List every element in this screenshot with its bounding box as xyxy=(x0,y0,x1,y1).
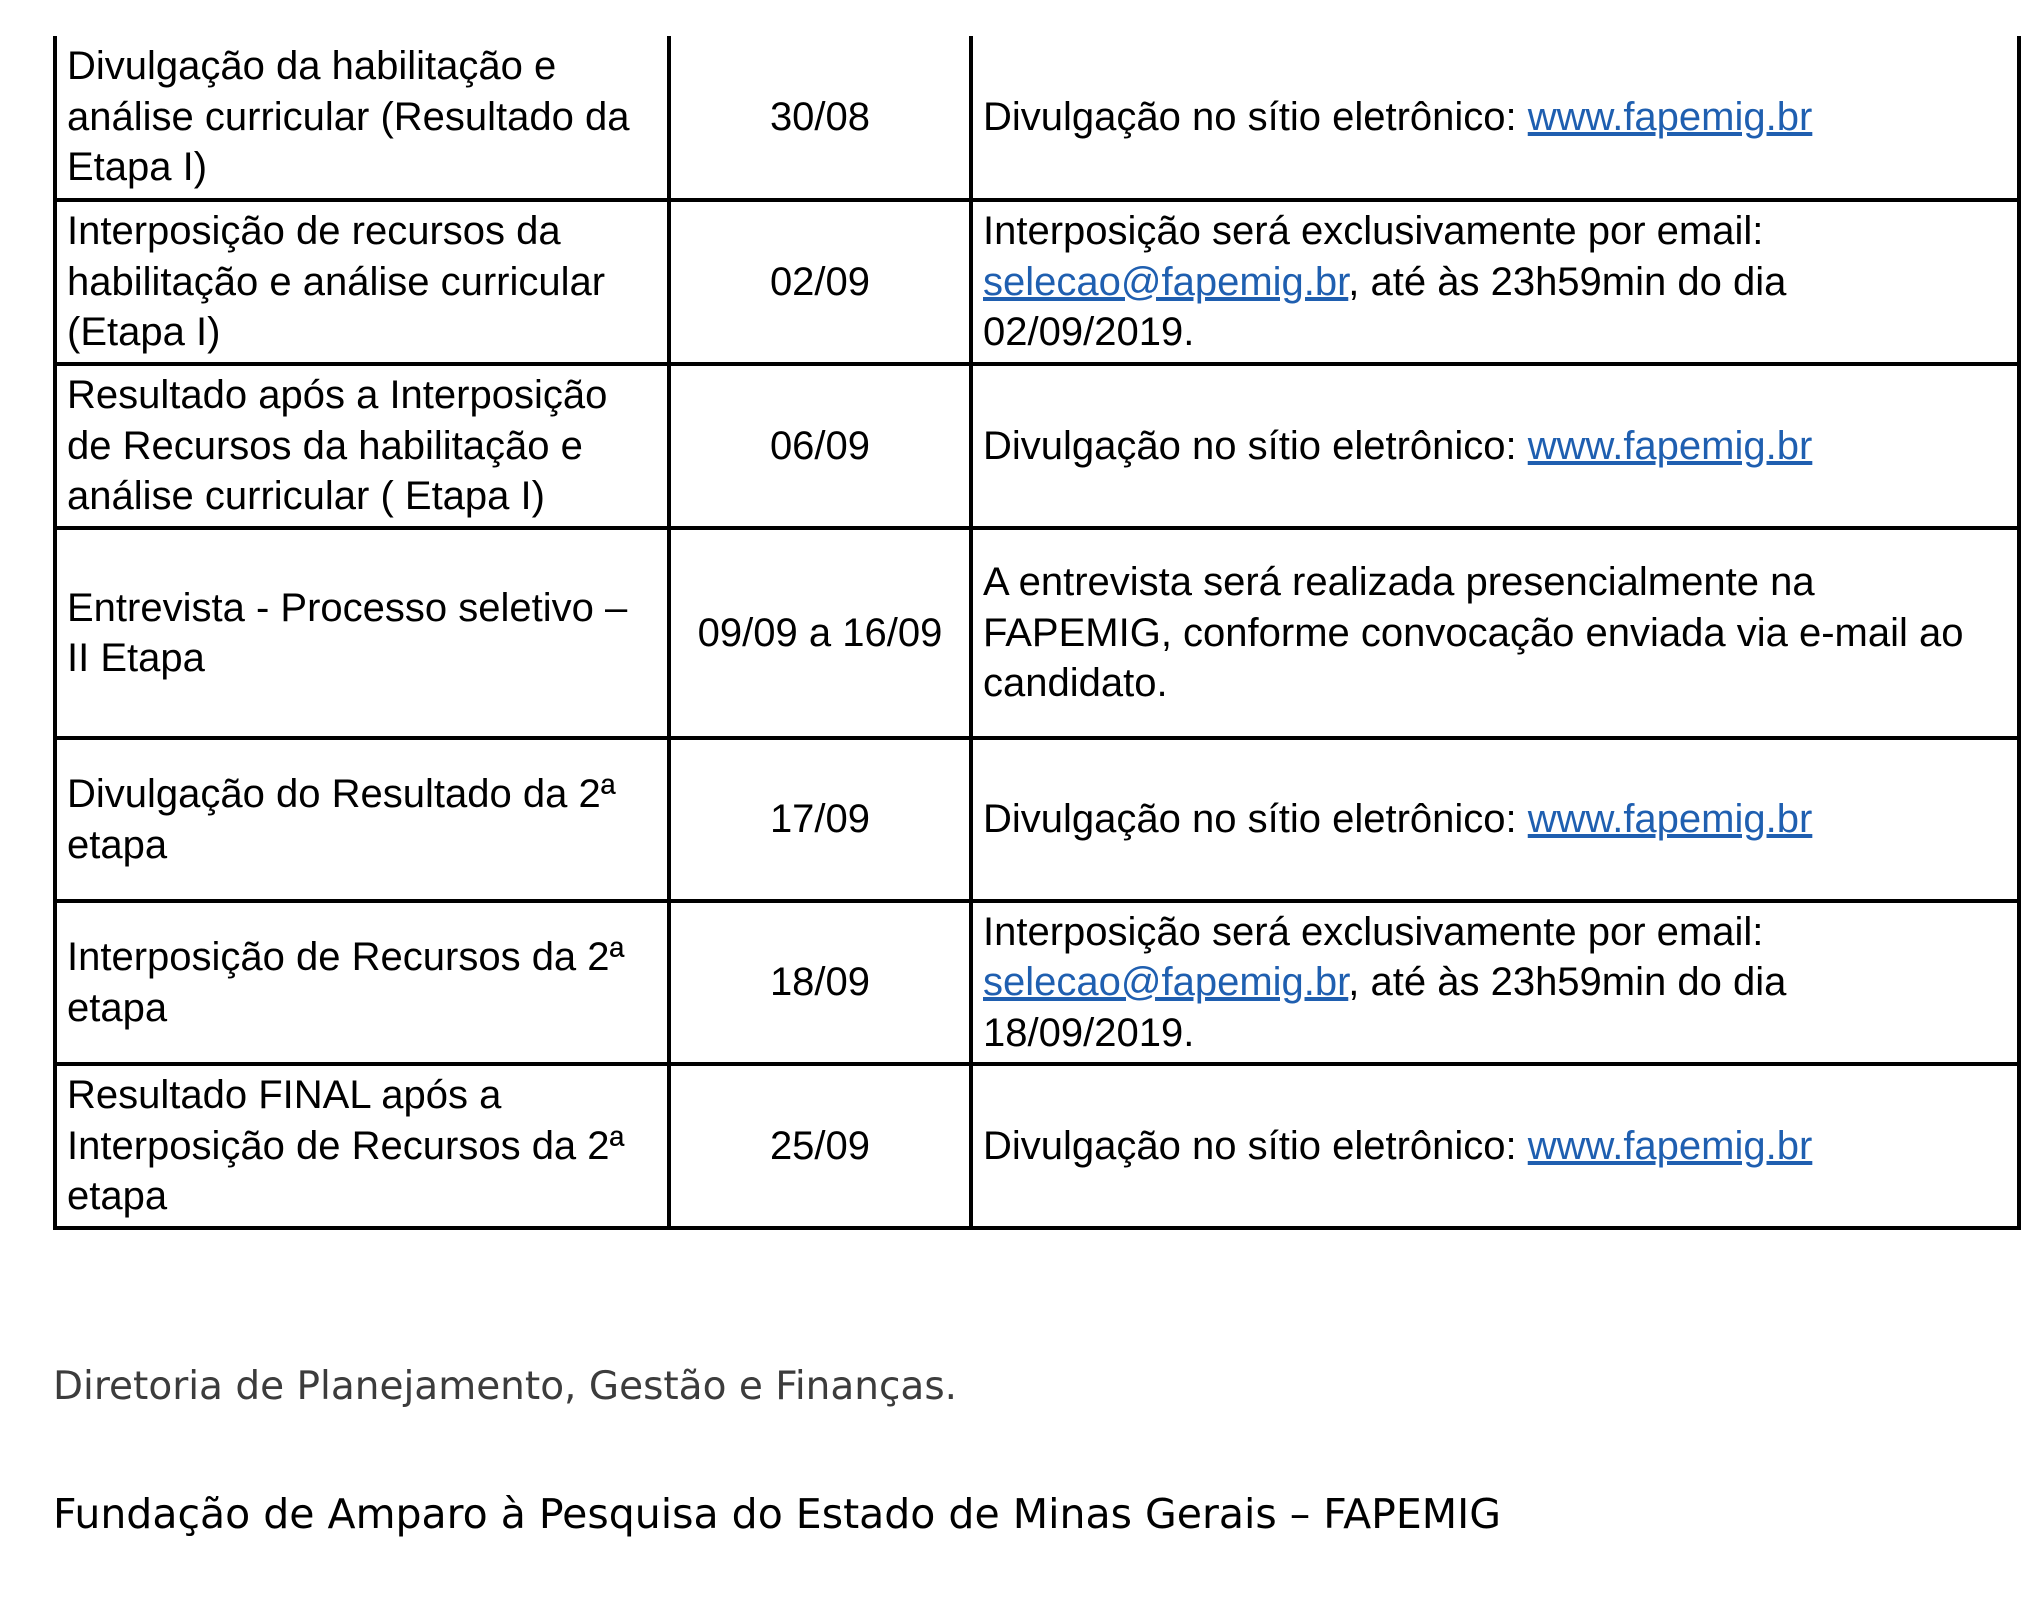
info-text: Divulgação no sítio eletrônico: xyxy=(983,797,1528,842)
info-cell xyxy=(971,1064,2019,1228)
date-cell: 17/09 xyxy=(669,738,971,901)
activity-cell: Resultado após a Interposição de Recursos da habilitação e análise curricular ( Etapa I) xyxy=(55,364,669,528)
activity-cell: Resultado FINAL após a Interposição de Recursos da 2ª etapa xyxy=(55,1064,669,1228)
info-text: Divulgação no sítio eletrônico: xyxy=(983,1123,1528,1168)
info-text: Interposição será exclusivamente por email: xyxy=(983,909,1764,954)
table-row xyxy=(55,901,2019,1064)
foundation-name: Fundação de Amparo à Pesquisa do Estado de Minas Gerais – FAPEMIG xyxy=(53,1490,1501,1538)
activity-cell: Divulgação do Resultado da 2ª etapa xyxy=(55,738,669,901)
date-cell: 02/09 xyxy=(669,200,971,364)
table-row xyxy=(55,36,2019,200)
table-row xyxy=(55,738,2019,901)
info-cell xyxy=(971,901,2019,1064)
table-row xyxy=(55,364,2019,528)
directorate-signature: Diretoria de Planejamento, Gestão e Finanças. xyxy=(53,1364,958,1409)
date-cell: 06/09 xyxy=(669,364,971,528)
date-cell: 25/09 xyxy=(669,1064,971,1228)
info-cell xyxy=(971,738,2019,901)
activity-cell: Entrevista - Processo seletivo – II Etapa xyxy=(55,528,669,738)
activity-cell: Divulgação da habilitação e análise curricular (Resultado da Etapa I) xyxy=(55,36,669,200)
website-link[interactable]: www.fapemig.br xyxy=(1527,94,1813,139)
info-text-after: , até às 23h59min do dia 02/09/2019. xyxy=(983,259,1798,355)
info-text: Divulgação no sítio eletrônico: xyxy=(983,94,1528,139)
table-row xyxy=(55,528,2019,738)
email-link[interactable]: selecao@fapemig.br xyxy=(983,960,1349,1005)
website-link[interactable]: www.fapemig.br xyxy=(1527,1123,1813,1168)
table-row xyxy=(55,200,2019,364)
info-text: Interposição será exclusivamente por email: xyxy=(983,209,1764,254)
activity-cell: Interposição de recursos da habilitação e análise curricular (Etapa I) xyxy=(55,200,669,364)
table-row xyxy=(55,1064,2019,1228)
info-cell xyxy=(971,36,2019,200)
activity-cell: Interposição de Recursos da 2ª etapa xyxy=(55,901,669,1064)
date-cell: 18/09 xyxy=(669,901,971,1064)
schedule-table xyxy=(53,36,2021,1230)
info-text-after: , até às 23h59min do dia 18/09/2019. xyxy=(983,960,1798,1055)
email-link[interactable]: selecao@fapemig.br xyxy=(983,259,1349,304)
website-link[interactable]: www.fapemig.br xyxy=(1527,797,1813,842)
website-link[interactable]: www.fapemig.br xyxy=(1527,423,1813,468)
info-cell xyxy=(971,200,2019,364)
info-cell: A entrevista será realizada presencialmente na FAPEMIG, conforme convocação enviada via e-mail ao candidato. xyxy=(971,528,2019,738)
date-cell: 30/08 xyxy=(669,36,971,200)
info-cell xyxy=(971,364,2019,528)
date-cell: 09/09 a 16/09 xyxy=(669,528,971,738)
info-text: Divulgação no sítio eletrônico: xyxy=(983,423,1528,468)
